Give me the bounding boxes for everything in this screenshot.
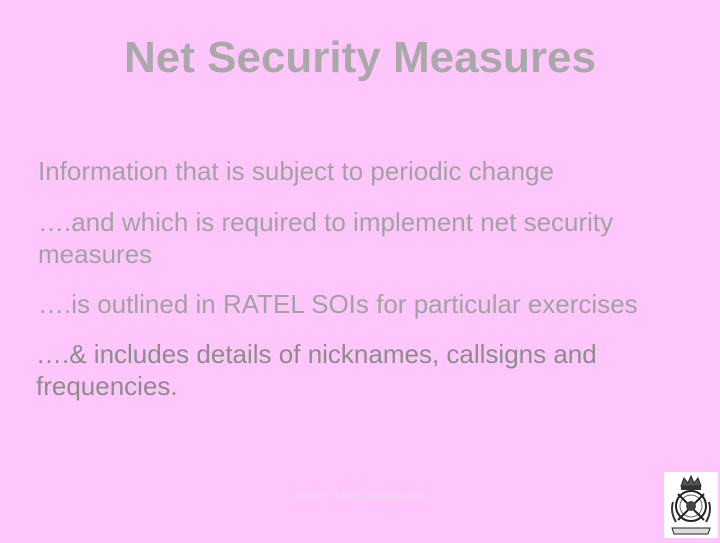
- bullet-item: ….& includes details of nicknames, callsigns and frequencies.: [36, 339, 597, 401]
- bullet-item: Information that is subject to periodic change: [38, 156, 554, 186]
- bullet-item: ….is outlined in RATEL SOIs for particular exercises: [38, 289, 638, 319]
- slide-title: Net Security Measures: [124, 33, 596, 82]
- bullet-item: ….and which is required to implement net security measures: [38, 207, 614, 269]
- slide-footer: © RTCIDL IS R Newman Martin 2012: [293, 492, 427, 501]
- regimental-crest-icon: [664, 472, 718, 538]
